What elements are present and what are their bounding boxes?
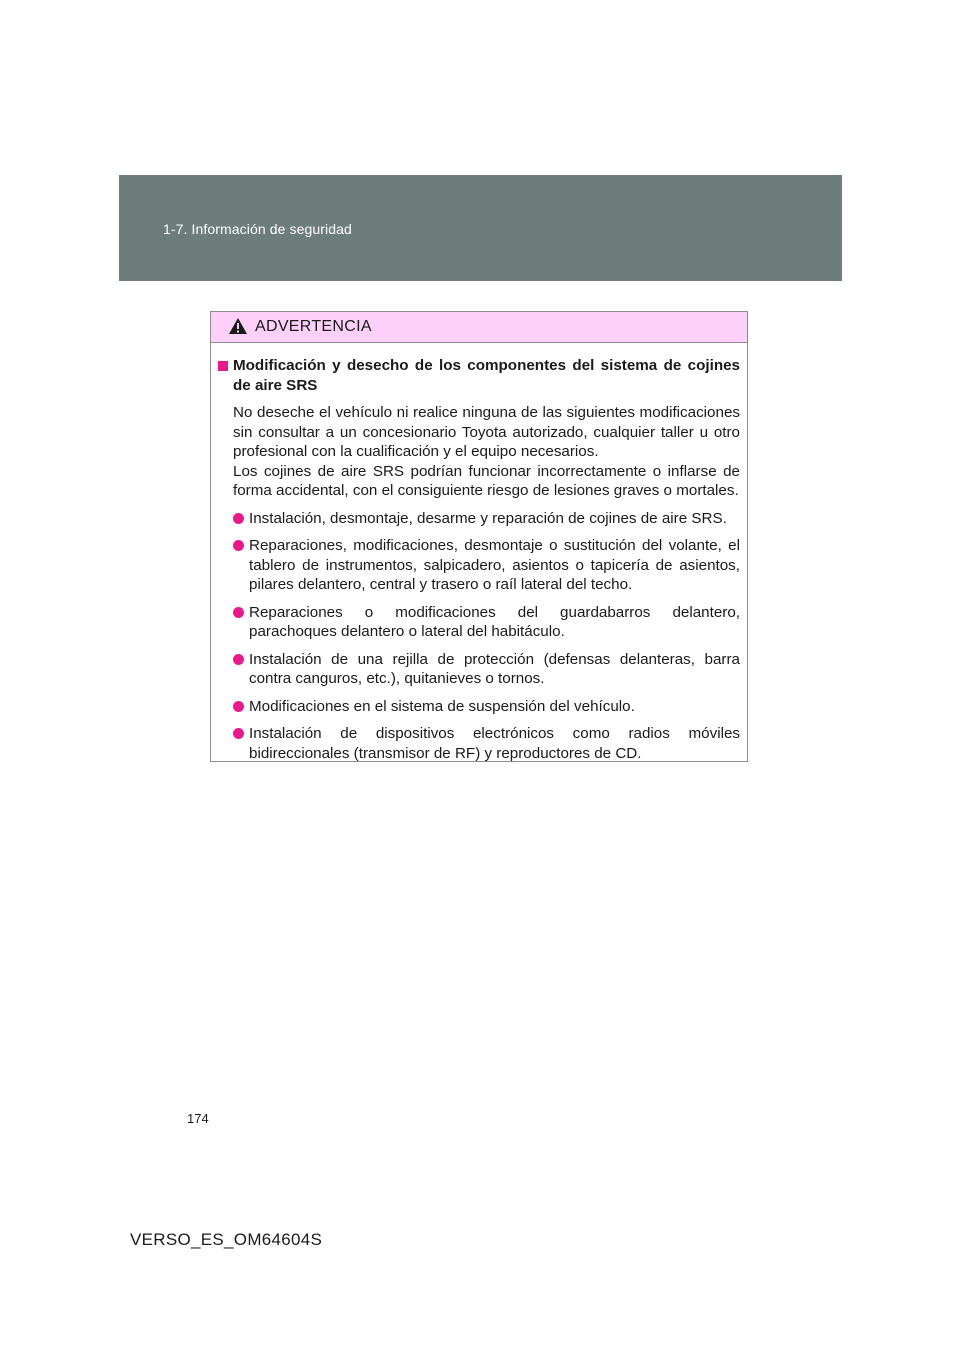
list-item <box>233 724 740 763</box>
warning-paragraph: No deseche el vehículo ni realice ninguna de las siguientes modificaciones sin consultar a un concesionario Toyota autorizado, cualquier taller u otro profesional con la cualificación y el equipo necesarios. <box>233 404 740 460</box>
warning-body <box>211 343 747 763</box>
square-bullet-icon <box>218 361 228 371</box>
warning-paragraph: Los cojines de aire SRS podrían funcionar incorrectamente o inflarse de forma accidental, con el consiguiente riesgo de lesiones graves o mortales. <box>233 462 740 499</box>
list-item <box>233 650 740 689</box>
bullet-dot-icon <box>233 540 244 551</box>
warning-triangle-icon <box>228 317 248 335</box>
list-item-text: Reparaciones o modificaciones del guardabarros delantero, parachoques delantero o lateral del habitáculo. <box>249 603 740 640</box>
document-code: VERSO_ES_OM64604S <box>130 1230 323 1249</box>
header-band <box>119 175 842 281</box>
warning-header <box>211 312 747 343</box>
list-item-text: Instalación de dispositivos electrónicos como radios móviles bidireccionales (transmisor de RF) y reproductores de CD. <box>249 725 740 762</box>
bullet-list <box>233 509 740 764</box>
bullet-dot-icon <box>233 701 244 712</box>
list-item <box>233 697 740 717</box>
list-item-text: Reparaciones, modificaciones, desmontaje o sustitución del volante, el tablero de instrumentos, salpicadero, asientos o tapicería de asientos, pilares delantero, central y trasero o raíl lateral del techo. <box>249 537 740 593</box>
list-item-text: Modificaciones en el sistema de suspensión del vehículo. <box>249 697 635 715</box>
bullet-dot-icon <box>233 728 244 739</box>
bullet-dot-icon <box>233 513 244 524</box>
bullet-dot-icon <box>233 607 244 618</box>
bullet-dot-icon <box>233 654 244 665</box>
list-item-text: Instalación, desmontaje, desarme y reparación de cojines de aire SRS. <box>249 509 727 527</box>
warning-title: ADVERTENCIA <box>255 318 372 335</box>
list-item <box>233 536 740 595</box>
section-heading-text: Modificación y desecho de los componentes del sistema de cojines de aire SRS <box>233 357 740 394</box>
list-item-text: Instalación de una rejilla de protección (defensas delanteras, barra contra canguros, etc.), quitanieves o tornos. <box>249 650 740 687</box>
page-number: 174 <box>187 1111 209 1126</box>
warning-box <box>210 311 748 762</box>
section-title: 1-7. Información de seguridad <box>163 221 352 237</box>
list-item <box>233 509 740 529</box>
section-heading <box>218 356 740 395</box>
list-item <box>233 603 740 642</box>
